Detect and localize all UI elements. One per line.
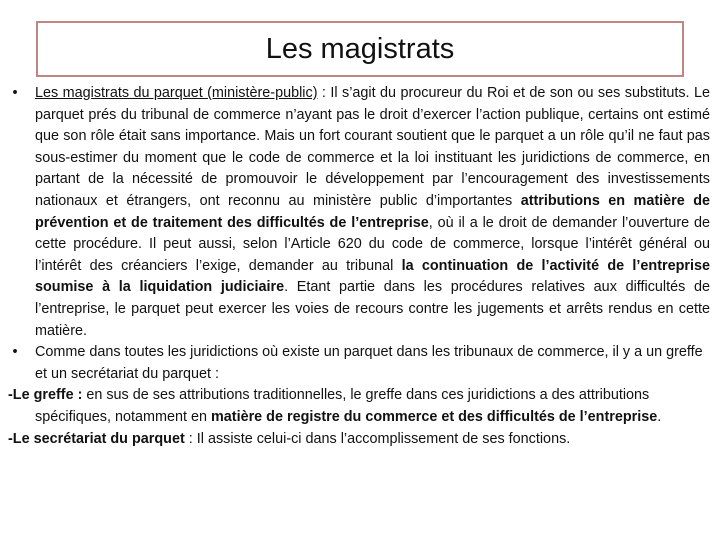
greffe-text-1: en sus de ses attributions traditionnelles, le greffe dans ces juridictions a des attributions spécifiques, notamment en xyxy=(35,387,650,425)
greffe-bold: matière de registre du commerce et des difficultés de l’entreprise xyxy=(210,408,658,425)
greffe-text-2: . xyxy=(657,408,662,425)
paragraph-greffe-intro xyxy=(8,342,710,385)
parquet-bold-1: attributions en matière de prévention et de traitement des difficultés de l’entreprise xyxy=(35,192,710,231)
greffe-heading: -Le greffe : xyxy=(8,387,83,404)
title-box xyxy=(36,21,684,77)
page-title: Les magistrats xyxy=(265,32,455,65)
secretariat-text: : Il assiste celui-ci dans l’accomplissement de ses fonctions. xyxy=(184,430,571,447)
parquet-text-1: Il s’agit du procureur du Roi et de son ou ses substituts. Le parquet prés du tribunal de commerce n’ayant pas le droit d’exercer l’action publique, certains ont estimé que son rôle était sans importance. Mais un fort courant soutient que le parquet a un rôle qu’il ne faut pas sous-estimer du moment que le code de commerce et la loi instituant les juridictions de commerce, en partant de la nécessité de promouvoir le développement par l’encouragement des investissements nationaux et étrangers, ont reconnu au ministère public d’importantes xyxy=(35,85,710,209)
parquet-text-3: . Etant partie dans les procédures relatives aux difficultés de l’entreprise, le parquet peut exercer les voies de recours contre les jugements et arrêts rendus en cette matière. xyxy=(35,279,710,339)
parquet-text-2: , où il a le droit de demander l’ouverture de cette procédure. Il peut aussi, selon l’Article 620 du code de commerce, lorsque l’intérêt général ou l’intérêt des créanciers l’exige, demander au tribunal xyxy=(35,214,710,274)
bullet-icon: • xyxy=(12,344,18,361)
paragraph-parquet xyxy=(8,83,710,342)
paragraph-secretariat xyxy=(8,429,710,451)
parquet-colon: : xyxy=(317,85,331,101)
parquet-bold-2: la continuation de l’activité de l’entreprise soumise à la liquidation judiciaire xyxy=(35,257,710,296)
bullet-icon: • xyxy=(12,85,18,101)
paragraph-greffe xyxy=(8,385,710,428)
parquet-heading: Les magistrats du parquet (ministère-public) xyxy=(35,85,318,101)
greffe-intro-text: Comme dans toutes les juridictions où existe un parquet dans les tribunaux de commerce, il y a un greffe et un secrétariat du parquet : xyxy=(35,344,703,382)
content xyxy=(8,83,710,450)
secretariat-heading: -Le secrétariat du parquet xyxy=(8,430,185,447)
